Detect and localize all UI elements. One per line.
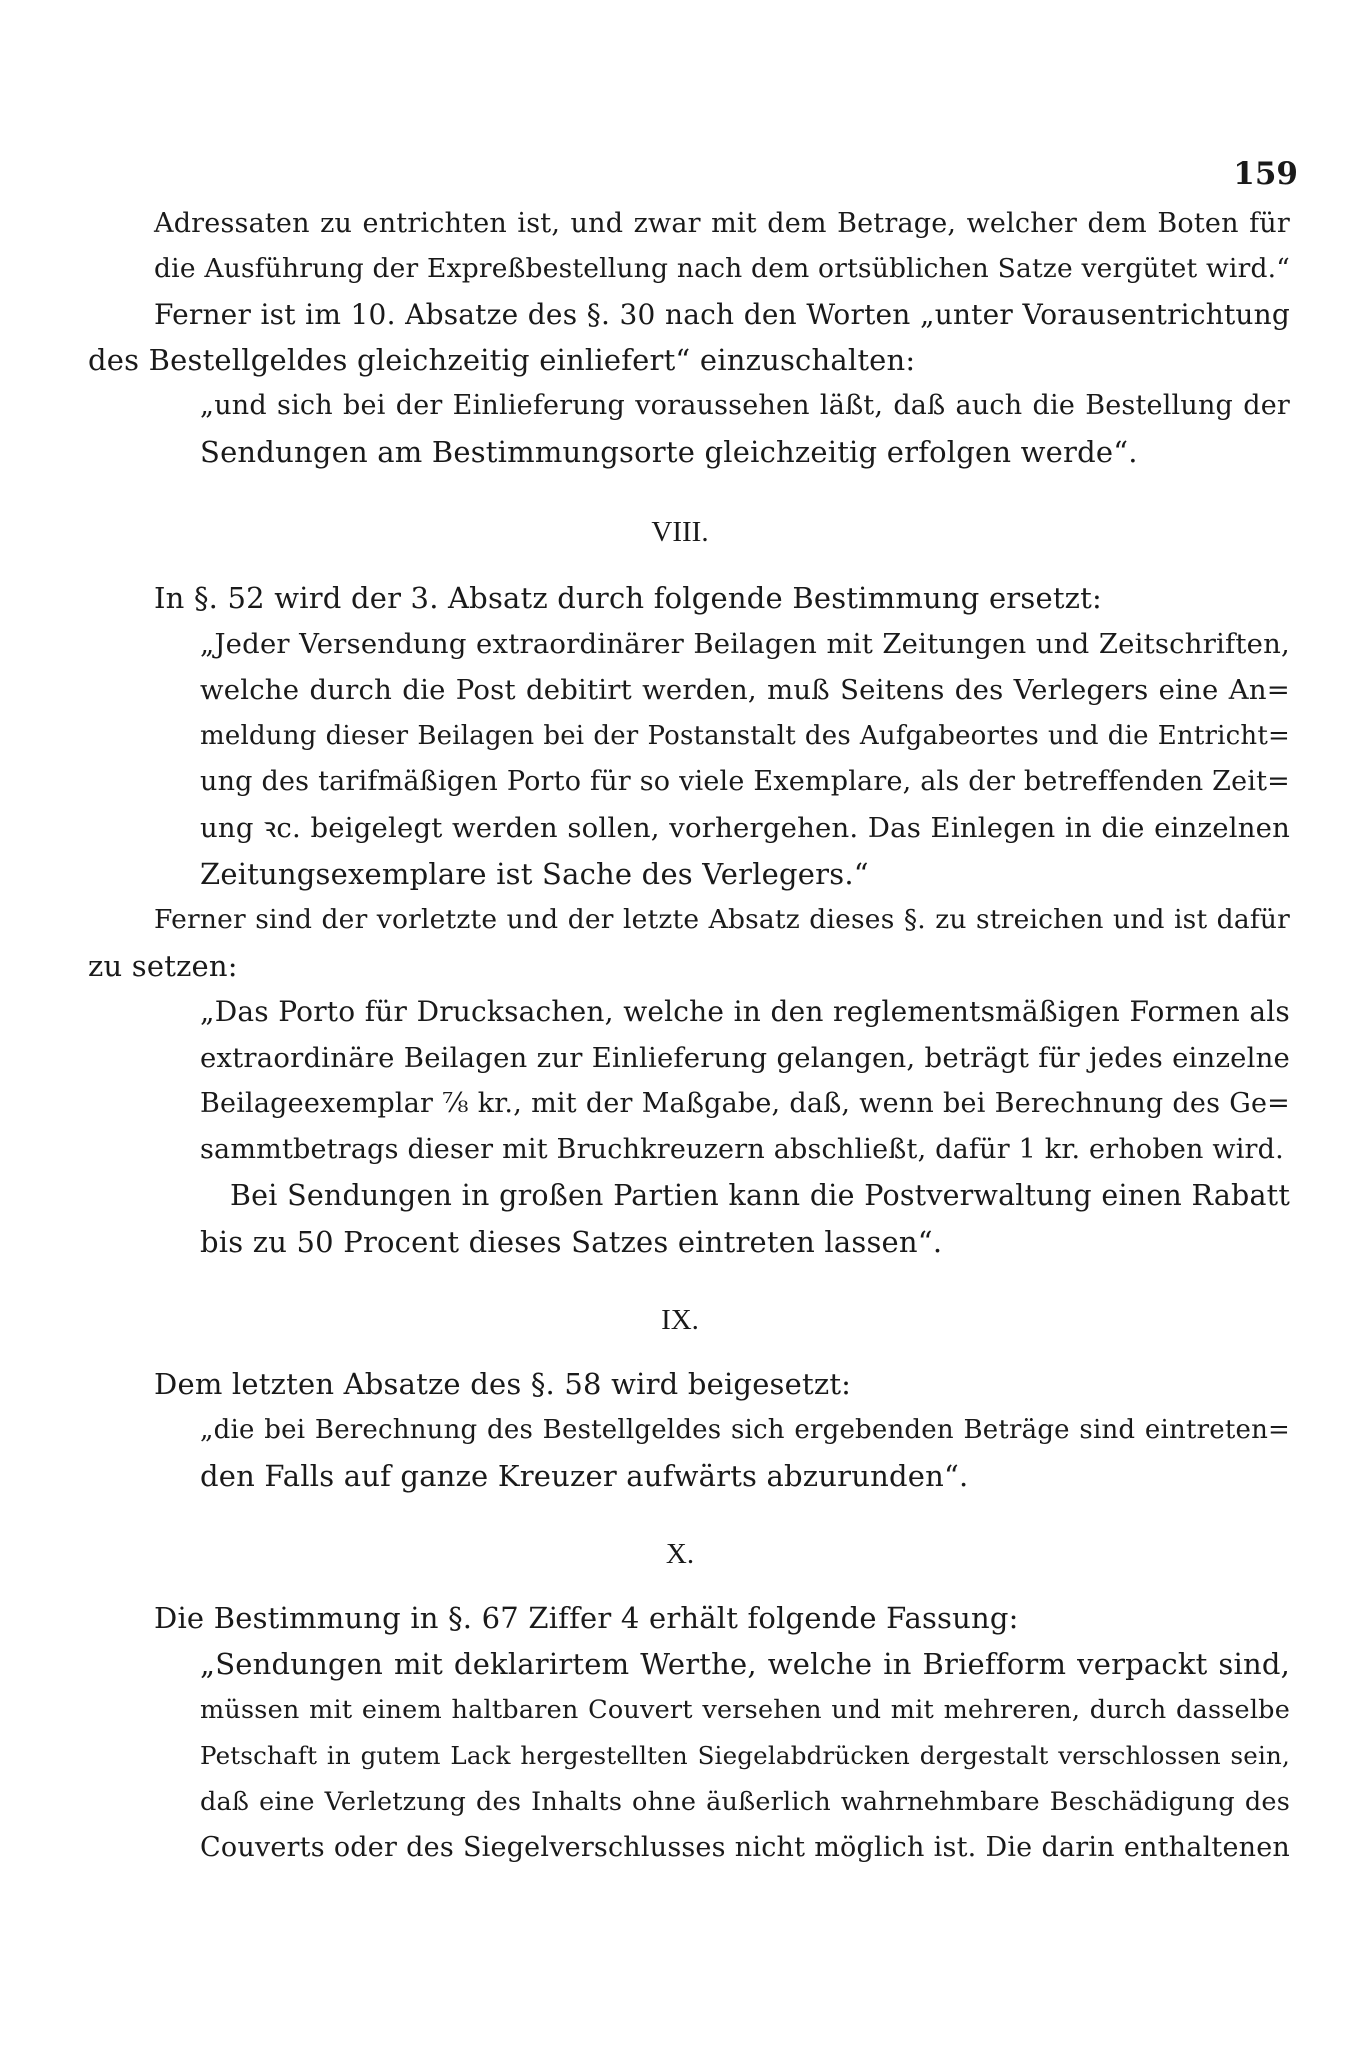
text-line: Dem letzten Absatze des §. 58 wird beigesetzt: xyxy=(154,1367,852,1401)
text-line: „Jeder Versendung extraordinärer Beilagen mit Zeitungen und Zeitschriften, xyxy=(200,628,1290,660)
text-line: meldung dieser Beilagen bei der Postanstalt des Aufgabeortes und die Entricht= xyxy=(200,721,1290,751)
text-line: Sendungen am Bestimmungsorte gleichzeitig erfolgen werde“. xyxy=(200,435,1138,469)
text-line: „und sich bei der Einlieferung voraussehen läßt, daß auch die Bestellung der xyxy=(200,390,1290,421)
text-line: extraordinäre Beilagen zur Einlieferung gelangen, beträgt für jedes einzelne xyxy=(200,1042,1290,1074)
section-heading-ix: IX. xyxy=(661,1304,699,1336)
text-line: den Falls auf ganze Kreuzer aufwärts abzurunden“. xyxy=(200,1459,969,1493)
text-line: „Das Porto für Drucksachen, welche in den reglementsmäßigen Formen als xyxy=(200,995,1290,1028)
page-number: 159 xyxy=(1233,156,1298,192)
section-heading-viii: VIII. xyxy=(651,516,709,548)
text-line: bis zu 50 Procent dieses Satzes eintreten lassen“. xyxy=(200,1225,943,1259)
text-line: In §. 52 wird der 3. Absatz durch folgende Bestimmung ersetzt: xyxy=(154,581,1102,615)
text-line: Ferner sind der vorletzte und der letzte Absatz dieses §. zu streichen und ist dafür xyxy=(154,904,1290,935)
text-line: „die bei Berechnung des Bestellgeldes sich ergebenden Beträge sind eintreten= xyxy=(200,1415,1290,1445)
text-line: Petschaft in gutem Lack hergestellten Siegelabdrücken dergestalt verschlossen sein, xyxy=(200,1741,1290,1770)
text-line: Zeitungsexemplare ist Sache des Verlegers.“ xyxy=(200,857,869,891)
text-line: zu setzen: xyxy=(88,949,238,983)
text-line: Die Bestimmung in §. 67 Ziffer 4 erhält folgende Fassung: xyxy=(154,1601,1019,1635)
section-heading-x: X. xyxy=(665,1538,695,1570)
text-line: Adressaten zu entrichten ist, und zwar mit dem Betrage, welcher dem Boten für xyxy=(154,208,1290,239)
text-line: „Sendungen mit deklarirtem Werthe, welche in Briefform verpackt sind, xyxy=(200,1647,1290,1681)
text-line: müssen mit einem haltbaren Couvert versehen und mit mehreren, durch dasselbe xyxy=(200,1695,1290,1725)
text-line: welche durch die Post debitirt werden, muß Seitens des Verlegers eine An= xyxy=(200,674,1290,706)
text-line: Ferner ist im 10. Absatze des §. 30 nach den Worten „unter Vorausentrichtung xyxy=(154,298,1290,331)
text-line: ung des tarifmäßigen Porto für so viele Exemplare, als der betreffenden Zeit= xyxy=(200,766,1290,797)
text-line: sammtbetrags dieser mit Bruchkreuzern abschließt, dafür 1 kr. erhoben wird. xyxy=(200,1134,1284,1165)
text-line: Couverts oder des Siegelverschlusses nicht möglich ist. Die darin enthaltenen xyxy=(200,1832,1290,1863)
text-line: Bei Sendungen in großen Partien kann die Postverwaltung einen Rabatt xyxy=(230,1179,1290,1212)
text-line: ung ꝛc. beigelegt werden sollen, vorhergehen. Das Einlegen in die einzelnen xyxy=(200,812,1290,844)
text-line: Beilageexemplar ⅞ kr., mit der Maßgabe, daß, wenn bei Berechnung des Ge= xyxy=(200,1088,1290,1119)
text-line: die Ausführung der Expreßbestellung nach dem ortsüblichen Satze vergütet wird.“ xyxy=(154,253,1290,284)
text-line: des Bestellgeldes gleichzeitig einliefert“ einzuschalten: xyxy=(88,343,916,377)
text-line: daß eine Verletzung des Inhalts ohne äußerlich wahrnehmbare Beschädigung des xyxy=(200,1787,1290,1817)
